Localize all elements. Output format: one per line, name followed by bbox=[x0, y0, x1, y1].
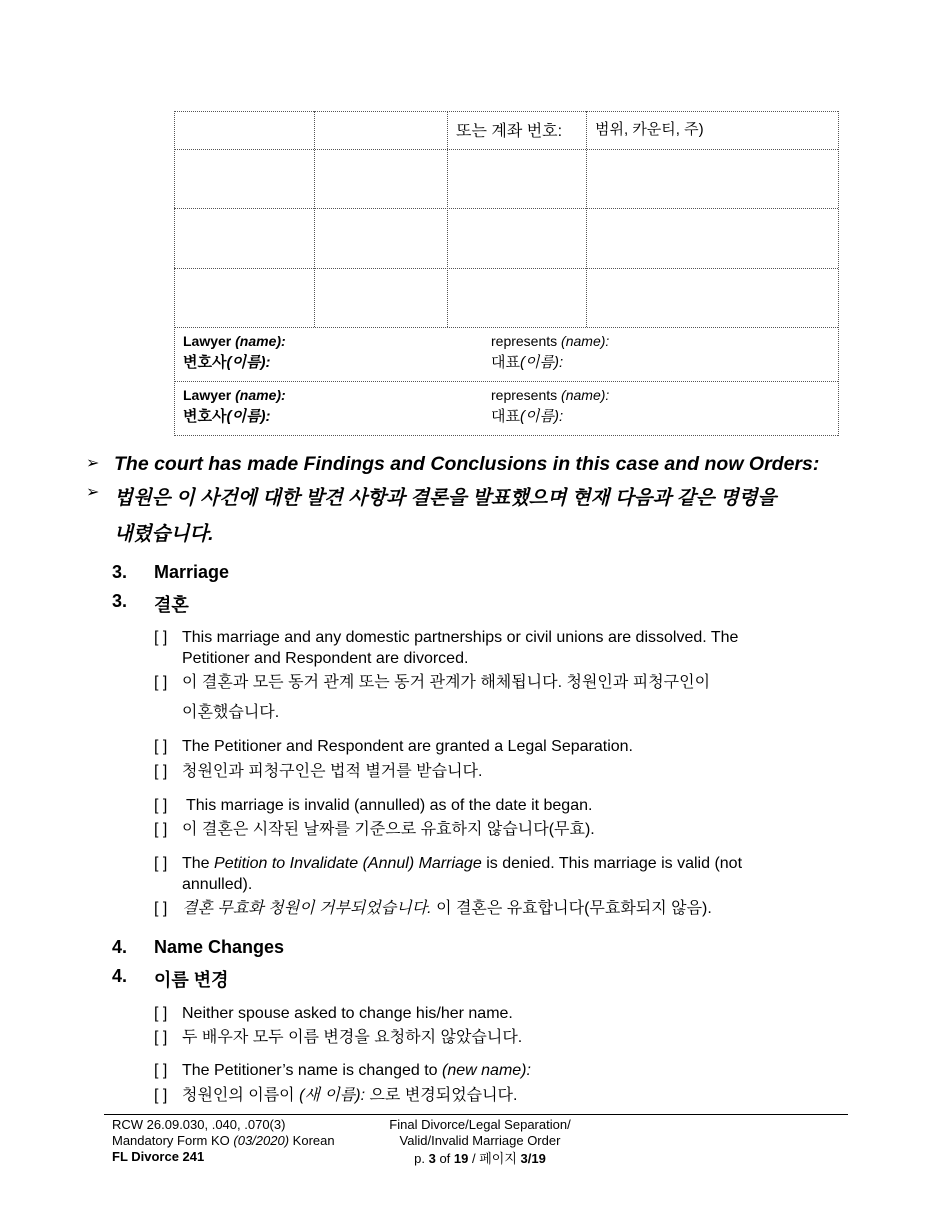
footer-divider bbox=[104, 1114, 848, 1115]
represents-1-label: represents (name): 대표(이름): bbox=[491, 333, 610, 371]
section-4-number: 4. bbox=[112, 937, 128, 957]
section-4-number-kr: 4. bbox=[112, 966, 128, 986]
page-number: p. 3 of 19 / 페이지 3/19 bbox=[414, 1151, 546, 1166]
mandatory-form-label: Mandatory Form KO (03/2020) Korean bbox=[112, 1133, 335, 1148]
footer-center bbox=[372, 1117, 588, 1167]
section-4-title-kr: 이름 변경 bbox=[154, 970, 229, 990]
footer-left bbox=[112, 1117, 335, 1165]
section-3-title-kr: 결혼 bbox=[154, 595, 189, 615]
form-title-line2: Valid/Invalid Marriage Order bbox=[399, 1133, 561, 1148]
jurisdiction-header: 범위, 카운티, 주) bbox=[595, 121, 704, 138]
checkbox[interactable]: [ ] bbox=[154, 763, 168, 780]
rcw-citation: RCW 26.09.030, .040, .070(3) bbox=[112, 1117, 286, 1132]
arrow-bullet-icon: ➢ bbox=[86, 484, 100, 501]
arrow-bullet-icon: ➢ bbox=[86, 455, 100, 472]
checkbox[interactable]: [ ] bbox=[154, 674, 168, 691]
section-3-number-kr: 3. bbox=[112, 591, 128, 611]
checkbox[interactable]: [ ] bbox=[154, 1062, 168, 1079]
checkbox[interactable]: [ ] bbox=[154, 797, 168, 814]
checkbox[interactable]: [ ] bbox=[154, 855, 168, 872]
checkbox[interactable]: [ ] bbox=[154, 821, 168, 838]
section-3-title-en: Marriage bbox=[154, 562, 230, 582]
section-4-title-en: Name Changes bbox=[154, 937, 285, 957]
lawyer-2-label: Lawyer (name): 변호사(이름): bbox=[183, 387, 286, 425]
checkbox[interactable]: [ ] bbox=[154, 738, 168, 755]
represents-2-label: represents (name): 대표(이름): bbox=[491, 387, 610, 425]
account-number-header: 또는 계좌 번호: bbox=[456, 123, 563, 140]
checkbox[interactable]: [ ] bbox=[154, 900, 168, 917]
checkbox[interactable]: [ ] bbox=[154, 629, 168, 646]
lawyer-1-label: Lawyer (name): 변호사(이름): bbox=[183, 333, 286, 371]
checkbox[interactable]: [ ] bbox=[154, 1005, 168, 1022]
section-3-number: 3. bbox=[112, 562, 128, 582]
form-title-line1: Final Divorce/Legal Separation/ bbox=[389, 1117, 571, 1132]
checkbox[interactable]: [ ] bbox=[154, 1087, 168, 1104]
checkbox[interactable]: [ ] bbox=[154, 1029, 168, 1046]
form-id: FL Divorce 241 bbox=[112, 1149, 205, 1164]
parties-table bbox=[174, 111, 838, 436]
